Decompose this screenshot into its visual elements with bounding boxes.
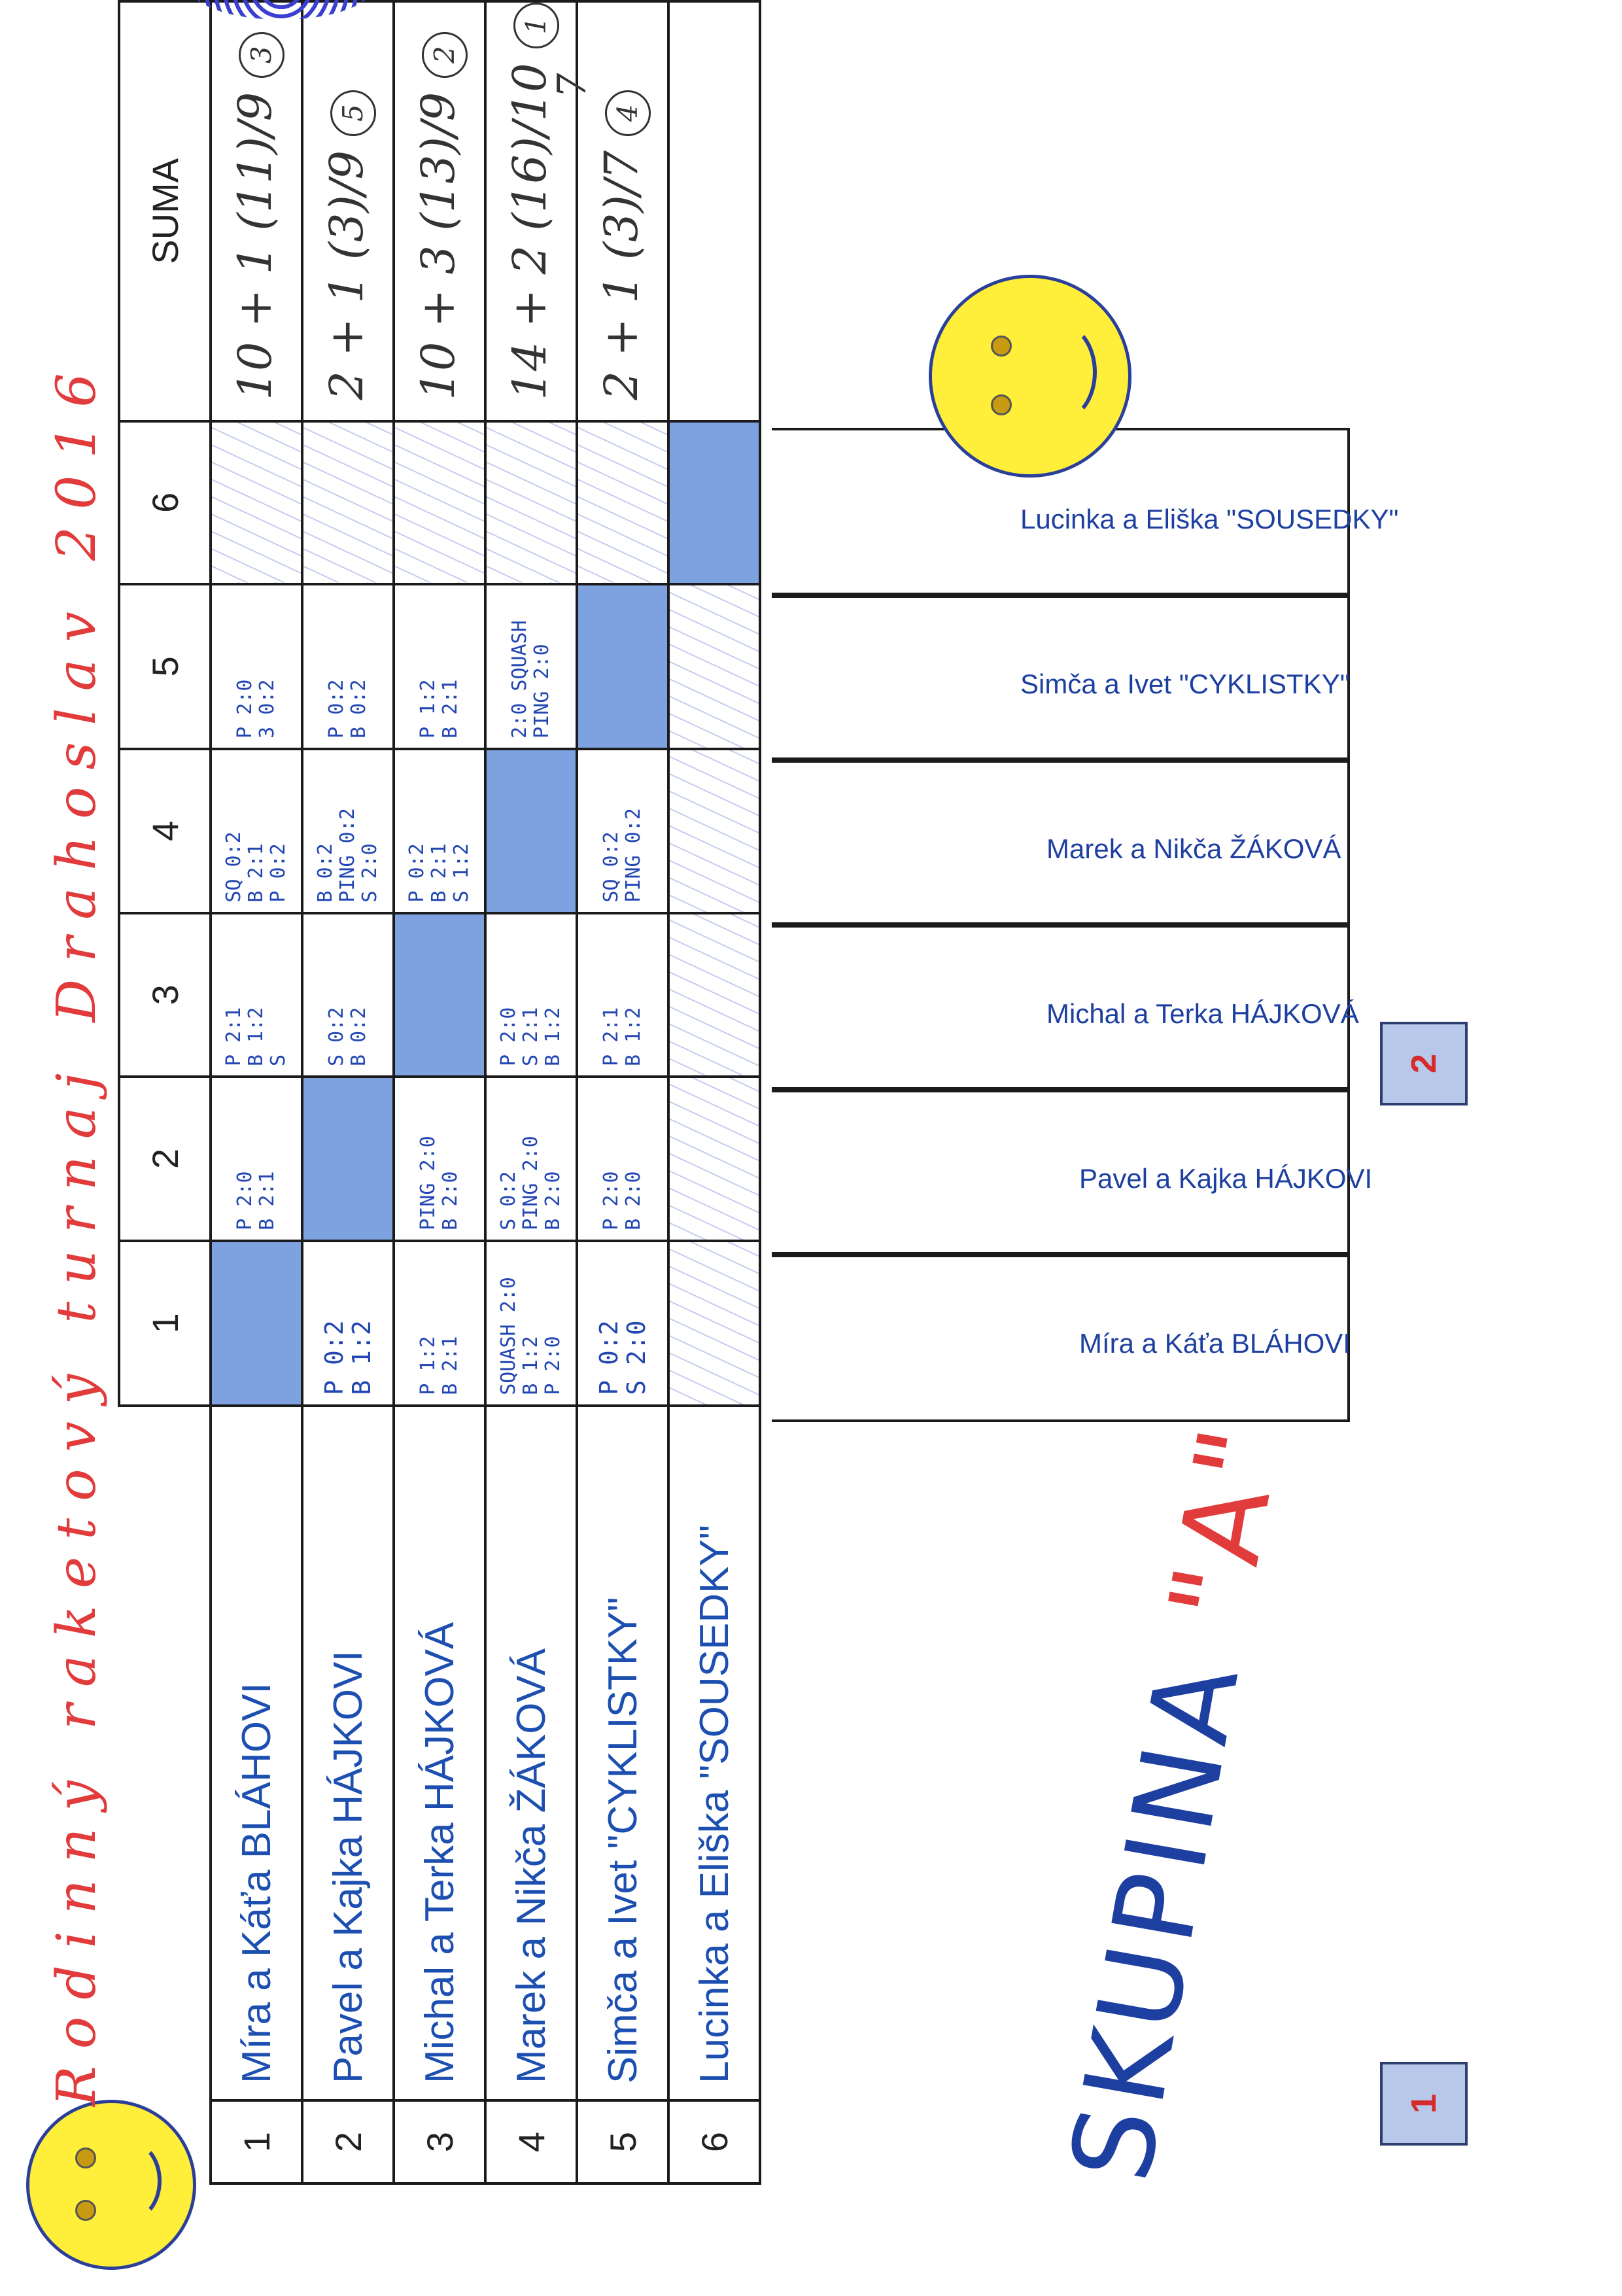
bottom-labels xyxy=(772,428,1399,1422)
score-cell: P 2:0 B 2:1 xyxy=(233,1171,279,1230)
score-cell: P 2:0 B 2:0 xyxy=(600,1171,645,1230)
bottom-label: Lucinka a Eliška "SOUSEDKY" xyxy=(1020,504,1399,534)
diagonal-cell xyxy=(394,913,485,1077)
place-badge: 4 xyxy=(605,90,651,136)
hatched-cell xyxy=(577,421,668,584)
page-title: Rodinný raketový turnaj Drahoslav 2016 xyxy=(46,356,108,2106)
bottom-label: Simča a Ivet "CYKLISTKY" xyxy=(1020,669,1350,699)
team-name: Marek a Nikča ŽÁKOVÁ xyxy=(485,1406,577,2100)
col-header: 6 xyxy=(119,421,211,584)
bottom-label: Pavel a Kajka HÁJKOVI xyxy=(1079,1163,1373,1194)
table-row xyxy=(485,1,577,2183)
score-cell: SQ 0:2 PING 0:2 xyxy=(600,808,645,903)
group-word: SKUPINA xyxy=(1046,1648,1266,2191)
place-badge: 5 xyxy=(330,90,376,136)
group-letter: "A" xyxy=(1145,1412,1307,1631)
col-header: 1 xyxy=(119,1241,211,1406)
bottom-label-cell xyxy=(772,1087,1373,1257)
bottom-label-cell xyxy=(772,922,1359,1092)
team-name: Pavel a Kajka HÁJKOVI xyxy=(302,1406,394,2100)
team-name: Michal a Terka HÁJKOVÁ xyxy=(394,1406,485,2100)
row-number: 1 xyxy=(211,2100,302,2183)
bottom-label: Míra a Káťa BLÁHOVI xyxy=(1079,1328,1351,1359)
score-cell: S 0:2 PING 2:0 B 2:0 xyxy=(497,1136,564,1230)
sum-cell xyxy=(302,1,394,421)
team-name: Míra a Káťa BLÁHOVI xyxy=(211,1406,302,2100)
sum-cell xyxy=(211,1,302,421)
side-note: 7 xyxy=(549,73,595,98)
team-name: Simča a Ivet "CYKLISTKY" xyxy=(577,1406,668,2100)
sum-value: 10 + 3 (13)/9 xyxy=(411,92,465,400)
sum-cell xyxy=(668,1,760,421)
page-marker-2: 2 xyxy=(1380,1022,1468,1105)
hatched-cell xyxy=(211,421,302,584)
score-cell: SQ 0:2 B 2:1 P 0:2 xyxy=(222,831,290,903)
bottom-label-cell xyxy=(772,593,1350,763)
hatched-cell xyxy=(485,421,577,584)
group-label xyxy=(1046,1413,1307,2191)
diagonal-cell xyxy=(211,1241,302,1406)
row-number: 3 xyxy=(394,2100,485,2183)
score-cell: 2:0 SQUASH PING 2:0 xyxy=(508,620,553,739)
score-cell: P 2:0 S 2:1 B 1:2 xyxy=(497,1007,564,1066)
sum-value: 2 + 1 (3)/9 xyxy=(320,150,373,400)
row-number: 5 xyxy=(577,2100,668,2183)
diagonal-cell xyxy=(577,584,668,749)
score-cell: P 2:1 B 1:2 xyxy=(600,1007,645,1066)
score-cell: PING 2:0 B 2:0 xyxy=(417,1136,462,1230)
score-cell: S 0:2 B 0:2 xyxy=(325,1007,370,1066)
col-header: 5 xyxy=(119,584,211,749)
smiley-icon xyxy=(929,275,1131,478)
row-number: 6 xyxy=(668,2100,760,2183)
sum-value: 2 + 1 (3)/7 xyxy=(595,150,648,400)
col-header: 4 xyxy=(119,749,211,913)
sum-cell xyxy=(577,1,668,421)
score-cell: P 0:2 S 2:0 xyxy=(595,1320,651,1395)
bottom-label: Marek a Nikča ŽÁKOVÁ xyxy=(1046,833,1341,864)
page-marker-1: 1 xyxy=(1380,2062,1468,2146)
diagonal-cell xyxy=(668,421,760,584)
header-row xyxy=(119,1,211,2183)
diagonal-cell xyxy=(485,749,577,913)
results-table xyxy=(118,0,761,2185)
hatched-cell xyxy=(394,421,485,584)
team-name: Lucinka a Eliška "SOUSEDKY" xyxy=(668,1406,760,2100)
sum-cell xyxy=(485,1,577,421)
place-badge: 2 xyxy=(422,32,468,78)
row-number: 4 xyxy=(485,2100,577,2183)
score-cell: SQUASH 2:0 B 1:2 P 2:0 xyxy=(497,1277,564,1395)
hatched-cell xyxy=(668,1077,760,1241)
table-row xyxy=(668,1,760,2183)
bottom-label: Michal a Terka HÁJKOVÁ xyxy=(1046,998,1359,1029)
sum-value: 10 + 1 (11)/9 xyxy=(228,92,282,400)
col-header: 2 xyxy=(119,1077,211,1241)
table-row xyxy=(577,1,668,2183)
bottom-label-cell xyxy=(772,1252,1350,1422)
table-row xyxy=(302,1,394,2183)
bottom-label-cell xyxy=(772,757,1350,928)
hatched-cell xyxy=(668,1241,760,1406)
score-cell: P 0:2 B 0:2 xyxy=(325,679,370,739)
hatched-cell xyxy=(668,913,760,1077)
score-cell: P 2:0 3 0:2 xyxy=(233,679,279,739)
score-cell: P 2:1 B 1:2 S xyxy=(222,1007,290,1066)
row-number: 2 xyxy=(302,2100,394,2183)
score-cell: P 1:2 B 2:1 xyxy=(417,1336,462,1395)
score-cell: P 0:2 B 2:1 S 1:2 xyxy=(406,843,473,903)
score-cell: B 0:2 PING 0:2 S 2:0 xyxy=(314,808,381,903)
place-badge: 1 xyxy=(513,3,559,48)
hatched-cell xyxy=(302,421,394,584)
table-row xyxy=(394,1,485,2183)
sum-cell xyxy=(394,1,485,421)
score-cell: P 1:2 B 2:1 xyxy=(417,679,462,739)
sum-value: 14 + 2 (16)/10 xyxy=(503,63,557,400)
score-cell: P 0:2 B 1:2 xyxy=(320,1320,376,1395)
sum-header: SUMA xyxy=(119,1,211,421)
table-row xyxy=(211,1,302,2183)
col-header: 3 xyxy=(119,913,211,1077)
place-badge: 3 xyxy=(239,32,285,78)
hatched-cell xyxy=(668,749,760,913)
diagonal-cell xyxy=(302,1077,394,1241)
hatched-cell xyxy=(668,584,760,749)
